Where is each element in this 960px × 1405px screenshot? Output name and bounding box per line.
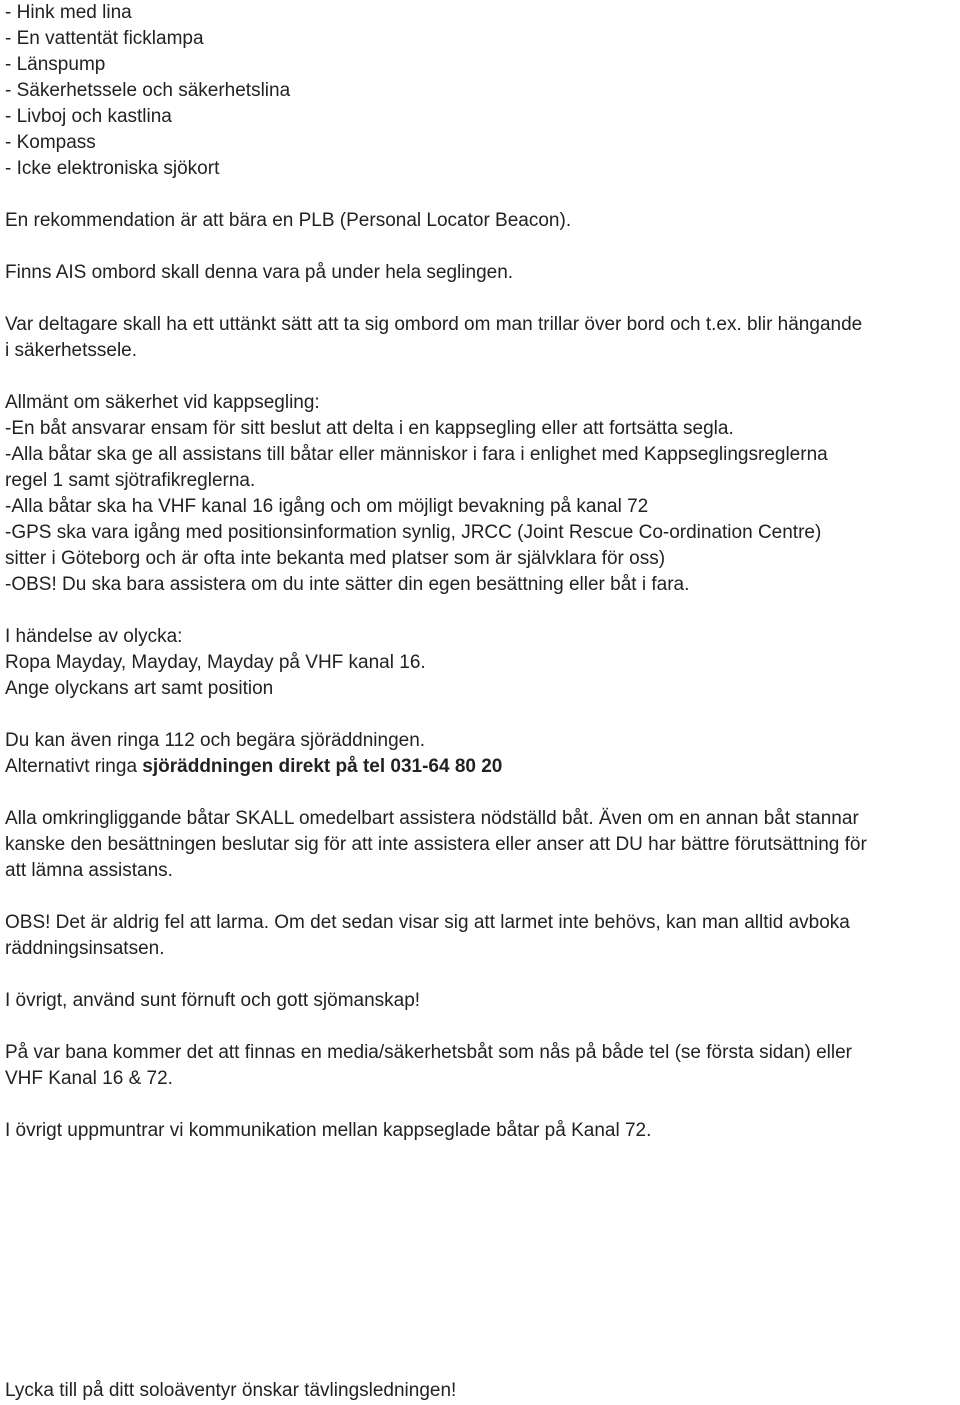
safety-line: -OBS! Du ska bara assistera om du inte sätter din egen besättning eller båt i fara. bbox=[5, 574, 690, 595]
list-item: - En vattentät ficklampa bbox=[5, 28, 204, 49]
mayday-instruction: Ropa Mayday, Mayday, Mayday på VHF kanal 16. bbox=[5, 652, 426, 673]
list-item: - Säkerhetssele och säkerhetslina bbox=[5, 80, 291, 101]
list-item: - Hink med lina bbox=[5, 2, 132, 23]
safety-line: -GPS ska vara igång med positionsinformation synlig, JRCC (Joint Rescue Co-ordination Centre) bbox=[5, 522, 822, 543]
seamanship-paragraph: I övrigt, använd sunt förnuft och gott sjömanskap! bbox=[5, 990, 421, 1011]
safety-line: -Alla båtar ska ha VHF kanal 16 igång och om möjligt bevakning på kanal 72 bbox=[5, 496, 649, 517]
list-item: - Livboj och kastlina bbox=[5, 106, 172, 127]
communication-paragraph: I övrigt uppmuntrar vi kommunikation mellan kappseglade båtar på Kanal 72. bbox=[5, 1120, 652, 1141]
assist-paragraph: Alla omkringliggande båtar SKALL omedelbart assistera nödställd båt. Även om en annan båt stannar kanske den besättningen beslutar sig för att inte assistera eller anser att DU har bättre förutsättning för att lämna assistans. bbox=[5, 808, 867, 881]
alarm-paragraph: OBS! Det är aldrig fel att larma. Om det sedan visar sig att larmet inte behövs, kan man alltid avboka räddningsinsatsen. bbox=[5, 912, 850, 959]
call-112-line: Du kan även ringa 112 och begära sjöräddningen. bbox=[5, 730, 426, 751]
position-instruction: Ange olyckans art samt position bbox=[5, 678, 274, 699]
closing-greeting: Lycka till på ditt soloäventyr önskar tävlingsledningen! bbox=[5, 1380, 457, 1401]
overboard-paragraph: Var deltagare skall ha ett uttänkt sätt att ta sig ombord om man trillar över bord och t.ex. blir hängande i säkerhetssele. bbox=[5, 314, 863, 361]
accident-section bbox=[5, 624, 960, 702]
document-page bbox=[5, 0, 960, 1144]
sea-rescue-phone-line: Alternativt ringa sjöräddningen direkt på tel 031-64 80 20 bbox=[5, 756, 503, 777]
list-item: - Kompass bbox=[5, 132, 96, 153]
sea-rescue-section bbox=[5, 728, 960, 780]
sea-rescue-phone: sjöräddningen direkt på tel 031-64 80 20 bbox=[142, 756, 503, 777]
safety-line: -Alla båtar ska ge all assistans till båtar eller människor i fara i enlighet med Kappseglingsreglerna bbox=[5, 444, 828, 465]
media-boat-paragraph: På var bana kommer det att finnas en media/säkerhetsbåt som nås på både tel (se första sidan) eller VHF Kanal 16 & 72. bbox=[5, 1042, 853, 1089]
equipment-list bbox=[5, 0, 960, 182]
section-heading: Allmänt om säkerhet vid kappsegling: bbox=[5, 392, 320, 413]
safety-line: regel 1 samt sjötrafikreglerna. bbox=[5, 470, 256, 491]
safety-line: -En båt ansvarar ensam för sitt beslut att delta i en kappsegling eller att fortsätta segla. bbox=[5, 418, 734, 439]
ais-paragraph: Finns AIS ombord skall denna vara på under hela seglingen. bbox=[5, 262, 514, 283]
section-heading: I händelse av olycka: bbox=[5, 626, 183, 647]
plb-recommendation: En rekommendation är att bära en PLB (Personal Locator Beacon). bbox=[5, 210, 572, 231]
list-item: - Länspump bbox=[5, 54, 106, 75]
safety-line: sitter i Göteborg och är ofta inte bekanta med platser som är självklara för oss) bbox=[5, 548, 666, 569]
general-safety-section bbox=[5, 390, 960, 598]
list-item: - Icke elektroniska sjökort bbox=[5, 158, 220, 179]
